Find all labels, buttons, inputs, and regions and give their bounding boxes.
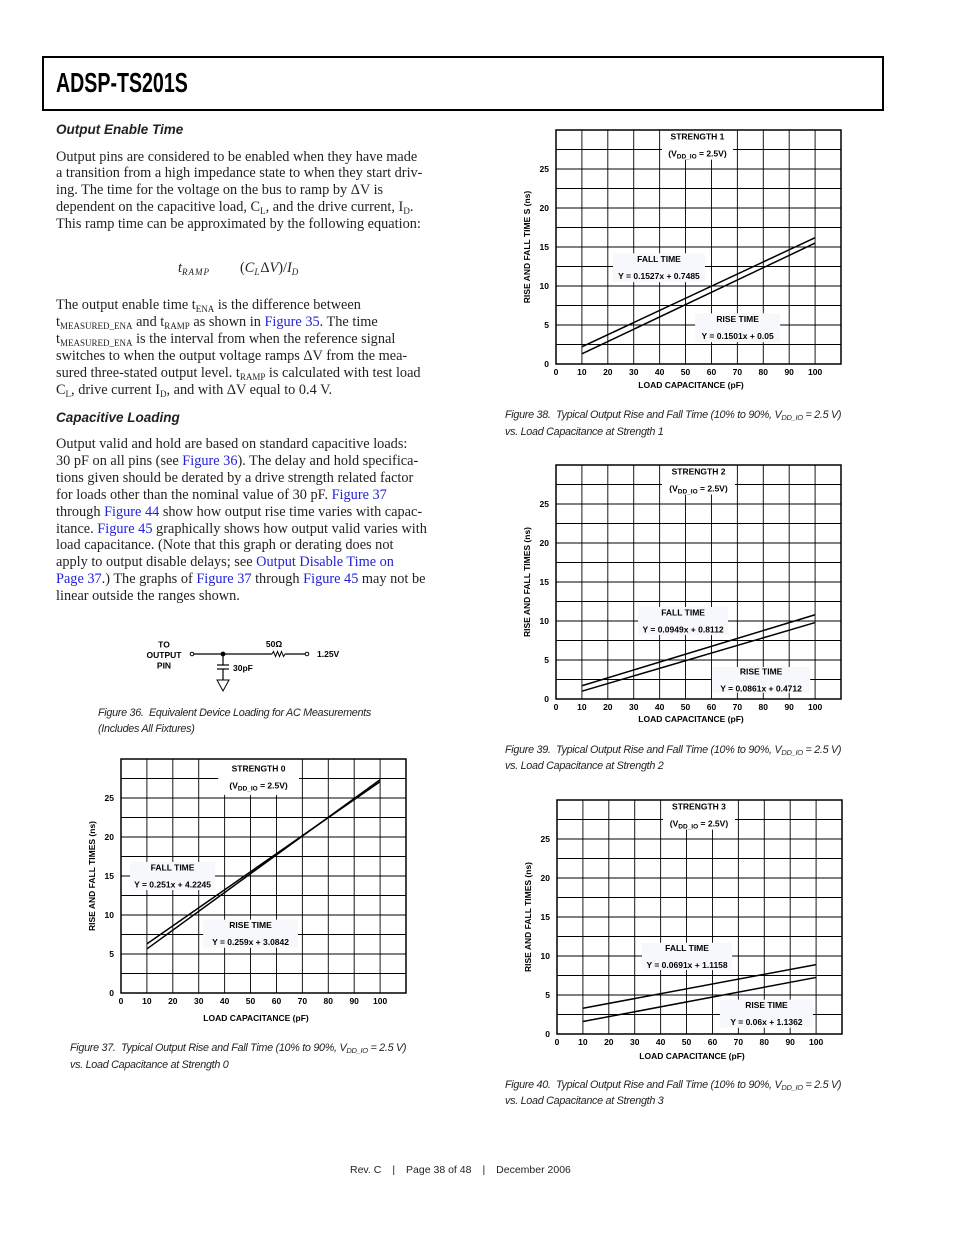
text-run: (V bbox=[229, 780, 238, 791]
cross-reference-link[interactable]: Figure 37 bbox=[196, 571, 252, 588]
x-tick-label: 100 bbox=[807, 367, 823, 377]
text-line bbox=[56, 453, 427, 470]
equation-rhs bbox=[240, 260, 299, 277]
y-tick-label: 20 bbox=[539, 203, 549, 213]
text-line bbox=[56, 216, 422, 233]
series-label-text bbox=[618, 271, 700, 281]
text-run: (V bbox=[669, 818, 679, 829]
capacitor-value-label: 30pF bbox=[233, 663, 253, 673]
y-axis-label: RISE AND FALL TIME S (ns) bbox=[522, 190, 532, 304]
supply-voltage-label: 1.25V bbox=[317, 649, 340, 659]
text-run: STRENGTH 1 bbox=[670, 131, 725, 142]
subscript: RAMP bbox=[239, 371, 266, 382]
supply-terminal-icon bbox=[305, 652, 309, 656]
text-line bbox=[56, 588, 427, 605]
text-line bbox=[56, 314, 421, 331]
text-run: . bbox=[409, 199, 414, 216]
text-line bbox=[56, 537, 427, 554]
chart-figure-39-strength-2 bbox=[516, 460, 856, 735]
y-axis-label: RISE AND FALL TIMES (ns) bbox=[87, 820, 97, 932]
chart-figure-37-strength-0 bbox=[81, 754, 421, 1029]
text-run: = 2.5 V) bbox=[802, 743, 842, 756]
revision-label: Rev. C bbox=[350, 1164, 382, 1176]
x-tick-label: 90 bbox=[784, 702, 794, 712]
text-run: is calculated with test load bbox=[265, 364, 421, 381]
text-run: graphically shows how output valid varies with bbox=[152, 520, 427, 537]
publication-date: December 2006 bbox=[496, 1164, 571, 1176]
text-run: )/ bbox=[278, 259, 287, 276]
series-label-text bbox=[665, 943, 709, 953]
text-run: RISE TIME bbox=[229, 920, 272, 931]
circuit-source-label-line3: PIN bbox=[156, 660, 172, 671]
text-line bbox=[56, 487, 427, 504]
text-run: .) The graphs of bbox=[101, 571, 197, 588]
subscript: DD_IO bbox=[237, 785, 258, 793]
y-tick-label: 5 bbox=[109, 949, 114, 959]
x-tick-label: 60 bbox=[706, 702, 717, 712]
text-run: and t bbox=[132, 313, 165, 330]
text-run: FALL TIME bbox=[637, 254, 681, 265]
text-run: RISE TIME bbox=[716, 314, 759, 325]
text-run: = 2.5 V) bbox=[367, 1042, 407, 1054]
text-run: vs. Load Capacitance at Strength 1 bbox=[505, 425, 664, 438]
paragraph-capacitive-loading bbox=[56, 436, 427, 605]
x-tick-label: 0 bbox=[554, 1037, 560, 1047]
cross-reference-link[interactable]: Figure 45 bbox=[97, 520, 153, 537]
text-line bbox=[98, 721, 371, 738]
y-tick-label: 15 bbox=[539, 242, 549, 252]
text-run: t bbox=[56, 313, 60, 330]
text-run: Figure 37. Typical Output Rise and Fall Time (10% to 90%, V bbox=[70, 1042, 347, 1054]
text-line bbox=[56, 199, 422, 216]
document-title: ADSP-TS201S bbox=[56, 67, 188, 98]
chart-figure-38-strength-1 bbox=[516, 125, 856, 400]
text-line bbox=[56, 331, 421, 348]
text-run: 30 pF on all pins (see bbox=[56, 452, 183, 469]
x-tick-label: 60 bbox=[271, 996, 282, 1006]
text-run: = 2.5V) bbox=[696, 148, 727, 159]
text-line bbox=[56, 554, 427, 571]
x-tick-label: 10 bbox=[578, 1037, 588, 1047]
subscript: DD_IO bbox=[781, 1082, 803, 1092]
y-tick-label: 20 bbox=[539, 538, 549, 548]
x-axis-label: LOAD CAPACITANCE (pF) bbox=[638, 380, 744, 390]
text-run: = 2.5V) bbox=[697, 483, 728, 494]
text-run: sured three-stated output level. t bbox=[56, 364, 240, 381]
cross-reference-link[interactable]: Figure 37 bbox=[331, 486, 387, 503]
y-tick-label: 25 bbox=[539, 164, 549, 174]
text-run: V bbox=[269, 259, 279, 276]
text-run: STRENGTH 2 bbox=[671, 466, 726, 477]
figure-40-caption bbox=[505, 1077, 841, 1111]
x-tick-label: 20 bbox=[603, 702, 613, 712]
footer-separator: | bbox=[392, 1164, 396, 1176]
text-run: Output pins are considered to be enabled when they have made bbox=[56, 148, 418, 165]
y-tick-label: 20 bbox=[540, 873, 550, 883]
subscript: DD_IO bbox=[676, 153, 697, 161]
capacitor-icon bbox=[217, 654, 229, 680]
paragraph-output-enable-definition bbox=[56, 297, 421, 398]
text-line bbox=[505, 424, 841, 441]
text-run: vs. Load Capacitance at Strength 2 bbox=[505, 760, 664, 773]
subscript: MEASURED_ENA bbox=[59, 337, 133, 348]
text-run: Δ bbox=[260, 259, 270, 276]
x-tick-label: 60 bbox=[706, 367, 717, 377]
text-run: load capacitance. (Note that this graph or derating does not bbox=[56, 537, 394, 554]
text-run: Y = 0.251x + 4.2245 bbox=[134, 879, 212, 890]
header-box bbox=[42, 56, 884, 111]
text-run: vs. Load Capacitance at Strength 0 bbox=[70, 1058, 229, 1071]
figure-39-caption bbox=[505, 742, 841, 776]
text-run: Y = 0.1501x + 0.05 bbox=[701, 331, 774, 342]
text-run: itance. bbox=[56, 520, 98, 537]
series-label-text bbox=[661, 608, 705, 618]
subscript: DD_IO bbox=[677, 488, 698, 496]
text-line bbox=[56, 382, 421, 399]
x-tick-label: 30 bbox=[193, 996, 204, 1006]
series-label-text bbox=[745, 1000, 788, 1010]
x-tick-label: 20 bbox=[603, 367, 613, 377]
text-run: C bbox=[244, 259, 255, 276]
text-run: = 2.5V) bbox=[257, 780, 288, 791]
text-line bbox=[56, 348, 421, 365]
text-run: . The time bbox=[319, 313, 378, 330]
text-run: Figure 38. Typical Output Rise and Fall Time (10% to 90%, V bbox=[505, 409, 782, 421]
page-number: Page 38 of 48 bbox=[406, 1164, 472, 1176]
x-tick-label: 50 bbox=[245, 996, 256, 1006]
text-run: Figure 40. Typical Output Rise and Fall Time (10% to 90%, V bbox=[505, 1078, 782, 1091]
y-tick-label: 25 bbox=[104, 793, 114, 803]
y-tick-label: 25 bbox=[539, 499, 549, 509]
x-tick-label: 30 bbox=[628, 367, 639, 377]
subscript: RAMP bbox=[164, 320, 190, 331]
subscript: L bbox=[260, 206, 266, 217]
x-tick-label: 80 bbox=[759, 1037, 770, 1047]
subscript: L bbox=[254, 266, 261, 277]
y-tick-label: 5 bbox=[545, 990, 550, 1000]
resistor-value-label: 50Ω bbox=[265, 639, 283, 649]
series-label-text bbox=[702, 331, 774, 341]
series-label-text bbox=[151, 863, 195, 873]
subscript: L bbox=[65, 388, 72, 399]
x-tick-label: 40 bbox=[219, 996, 230, 1006]
text-line bbox=[505, 407, 841, 424]
text-line bbox=[56, 571, 427, 588]
text-run: (V bbox=[669, 483, 678, 494]
text-run: STRENGTH 3 bbox=[672, 801, 726, 812]
text-run: RISE TIME bbox=[739, 666, 783, 677]
subscript: RAMP bbox=[181, 266, 210, 277]
y-tick-label: 10 bbox=[539, 281, 549, 291]
x-tick-label: 70 bbox=[732, 367, 743, 377]
y-tick-label: 0 bbox=[544, 359, 549, 369]
series-label-text bbox=[212, 937, 289, 947]
text-run: Y = 0.0691x + 1.1158 bbox=[646, 959, 728, 970]
text-run: Y = 0.259x + 3.0842 bbox=[212, 937, 289, 948]
text-line bbox=[56, 470, 427, 487]
text-run: , and the drive current, I bbox=[265, 199, 404, 216]
chart-title-text bbox=[672, 801, 726, 811]
text-run: RISE TIME bbox=[745, 1000, 788, 1011]
y-tick-label: 15 bbox=[539, 577, 549, 587]
x-tick-label: 80 bbox=[323, 996, 334, 1006]
x-tick-label: 40 bbox=[655, 1037, 666, 1047]
x-tick-label: 100 bbox=[372, 996, 388, 1006]
equivalent-load-circuit-diagram bbox=[140, 630, 370, 700]
x-tick-label: 50 bbox=[680, 367, 691, 377]
text-run: FALL TIME bbox=[665, 942, 709, 953]
y-tick-label: 0 bbox=[545, 1029, 550, 1039]
x-tick-label: 0 bbox=[553, 367, 559, 377]
text-run: is the interval from when the reference signal bbox=[132, 330, 396, 347]
text-run: Figure 39. Typical Output Rise and Fall Time (10% to 90%, V bbox=[505, 743, 782, 756]
chart-title-text bbox=[672, 466, 726, 476]
series-label-text bbox=[646, 960, 727, 970]
text-line bbox=[56, 436, 427, 453]
x-tick-label: 0 bbox=[118, 996, 124, 1006]
x-tick-label: 20 bbox=[604, 1037, 614, 1047]
text-run: FALL TIME bbox=[150, 862, 195, 873]
x-tick-label: 40 bbox=[654, 702, 665, 712]
ground-icon bbox=[217, 680, 229, 691]
y-tick-label: 10 bbox=[539, 616, 549, 626]
text-run: a transition from a high impedance state to when they start driv- bbox=[56, 165, 423, 182]
y-tick-label: 20 bbox=[104, 832, 114, 842]
cross-reference-link[interactable]: Figure 36 bbox=[182, 452, 238, 469]
text-run: t bbox=[56, 330, 60, 347]
y-tick-label: 5 bbox=[544, 655, 549, 665]
x-tick-label: 10 bbox=[577, 702, 587, 712]
x-axis-label: LOAD CAPACITANCE (pF) bbox=[638, 714, 744, 724]
text-run: Y = 0.1527x + 0.7485 bbox=[618, 271, 700, 282]
text-run: , drive current I bbox=[71, 381, 160, 398]
text-run: This ramp time can be approximated by the following equation: bbox=[56, 216, 421, 233]
text-run: Output valid and hold are based on standard capacitive loads: bbox=[56, 436, 408, 452]
cross-reference-link[interactable]: Page 37 bbox=[56, 571, 102, 588]
text-run: switches to when the output voltage ramps ΔV from the mea- bbox=[56, 347, 408, 364]
text-line bbox=[70, 1057, 406, 1074]
series-label-text bbox=[637, 254, 681, 264]
text-run: ( bbox=[240, 259, 245, 276]
text-line bbox=[56, 365, 421, 382]
text-run: (V bbox=[668, 148, 677, 159]
x-tick-label: 100 bbox=[808, 1037, 824, 1047]
x-tick-label: 90 bbox=[349, 996, 359, 1006]
y-tick-label: 15 bbox=[104, 871, 114, 881]
text-line bbox=[505, 1077, 841, 1094]
figure-36-caption bbox=[98, 705, 371, 739]
y-tick-label: 15 bbox=[540, 912, 550, 922]
figure-37-caption bbox=[70, 1040, 406, 1074]
series-label-text bbox=[716, 314, 759, 324]
series-label-text bbox=[229, 920, 272, 930]
resistor-icon bbox=[272, 652, 285, 657]
subscript: DD_IO bbox=[678, 823, 699, 831]
subscript: D bbox=[403, 206, 410, 217]
text-run: Y = 0.0949x + 0.8112 bbox=[642, 624, 724, 635]
text-run: t bbox=[178, 259, 182, 276]
subscript: DD_IO bbox=[346, 1046, 368, 1055]
series-label-text bbox=[720, 683, 802, 693]
text-run: The output enable time t bbox=[56, 297, 196, 313]
x-tick-label: 80 bbox=[758, 367, 769, 377]
text-run: tions given should be derated by a drive strength related factor bbox=[56, 469, 414, 486]
x-axis-label: LOAD CAPACITANCE (pF) bbox=[203, 1013, 309, 1023]
text-run: ing. The time for the voltage on the bus to ramp by ΔV is bbox=[56, 182, 384, 199]
x-tick-label: 0 bbox=[553, 702, 559, 712]
text-line bbox=[56, 182, 422, 199]
y-tick-label: 5 bbox=[544, 320, 549, 330]
text-run: (Includes All Fixtures) bbox=[98, 723, 195, 736]
text-run: = 2.5 V) bbox=[802, 409, 842, 421]
cross-reference-link[interactable]: Figure 45 bbox=[303, 571, 359, 588]
text-run: ). The delay and hold specifica- bbox=[237, 452, 419, 469]
chart-figure-40-strength-3 bbox=[517, 795, 857, 1070]
cross-reference-link[interactable]: Figure 44 bbox=[104, 503, 160, 520]
x-tick-label: 50 bbox=[681, 1037, 692, 1047]
x-tick-label: 90 bbox=[784, 367, 794, 377]
x-tick-label: 60 bbox=[707, 1037, 718, 1047]
text-line bbox=[56, 297, 421, 314]
x-tick-label: 70 bbox=[297, 996, 308, 1006]
text-run: show how output rise time varies with capac- bbox=[159, 503, 423, 520]
x-tick-label: 50 bbox=[680, 702, 691, 712]
text-run: for loads other than the nominal value of 30 pF. bbox=[56, 486, 332, 503]
text-line bbox=[56, 521, 427, 538]
subscript: MEASURED_ENA bbox=[59, 320, 133, 331]
subscript: D bbox=[291, 266, 300, 277]
text-run: through bbox=[56, 503, 105, 520]
text-line bbox=[56, 149, 422, 166]
section-heading-output-enable-time: Output Enable Time bbox=[56, 122, 184, 137]
x-tick-label: 20 bbox=[168, 996, 178, 1006]
output-pin-terminal-icon bbox=[190, 652, 194, 656]
x-tick-label: 30 bbox=[629, 1037, 640, 1047]
y-axis-label: RISE AND FALL TIMES (ns) bbox=[522, 526, 532, 638]
x-axis-label: LOAD CAPACITANCE (pF) bbox=[639, 1051, 745, 1061]
chart-title-text bbox=[232, 763, 286, 773]
text-run: through bbox=[251, 571, 304, 588]
text-run: C bbox=[56, 381, 66, 398]
page-footer bbox=[350, 1162, 571, 1178]
text-run: apply to output disable delays; see bbox=[56, 554, 257, 571]
cross-reference-link[interactable]: Output Disable Time on bbox=[256, 554, 394, 571]
text-run: , and with ΔV equal to 0.4 V. bbox=[166, 381, 333, 398]
y-tick-label: 0 bbox=[109, 988, 114, 998]
text-run: = 2.5V) bbox=[698, 818, 729, 829]
text-run: vs. Load Capacitance at Strength 3 bbox=[505, 1095, 664, 1108]
y-axis-label: RISE AND FALL TIMES (ns) bbox=[523, 861, 533, 973]
y-tick-label: 25 bbox=[540, 834, 550, 844]
text-run: STRENGTH 0 bbox=[231, 763, 286, 774]
text-line bbox=[505, 742, 841, 759]
text-line bbox=[98, 705, 371, 722]
text-line bbox=[56, 504, 427, 521]
circuit-source-label-line1: TO bbox=[158, 639, 170, 650]
chart-title-text bbox=[671, 131, 725, 141]
subscript: ENA bbox=[195, 304, 215, 314]
text-run: linear outside the ranges shown. bbox=[56, 588, 240, 605]
cross-reference-link[interactable]: Figure 35 bbox=[264, 313, 320, 330]
text-line bbox=[70, 1040, 406, 1057]
x-tick-label: 70 bbox=[733, 1037, 744, 1047]
x-tick-label: 30 bbox=[628, 702, 639, 712]
text-run: may not be bbox=[358, 571, 426, 588]
x-tick-label: 40 bbox=[654, 367, 665, 377]
x-tick-label: 10 bbox=[142, 996, 152, 1006]
footer-separator: | bbox=[482, 1164, 486, 1176]
text-line bbox=[505, 1093, 841, 1110]
series-label-text bbox=[134, 880, 211, 890]
text-run: Figure 36. Equivalent Device Loading for AC Measurements bbox=[98, 706, 371, 719]
subscript: DD_IO bbox=[781, 747, 803, 757]
x-tick-label: 70 bbox=[732, 702, 743, 712]
x-tick-label: 10 bbox=[577, 367, 587, 377]
subscript: DD_IO bbox=[781, 413, 803, 422]
y-tick-label: 10 bbox=[540, 951, 550, 961]
gridlines bbox=[556, 465, 841, 699]
text-run: Y = 0.0861x + 0.4712 bbox=[720, 683, 802, 694]
text-run: is the difference between bbox=[214, 297, 361, 313]
equation-lhs bbox=[178, 260, 210, 277]
x-tick-label: 90 bbox=[785, 1037, 795, 1047]
text-run: FALL TIME bbox=[661, 607, 705, 618]
text-run: as shown in bbox=[189, 313, 265, 330]
section-heading-capacitive-loading: Capacitive Loading bbox=[56, 410, 180, 425]
series-label-text bbox=[730, 1017, 802, 1027]
figure-38-caption bbox=[505, 407, 841, 441]
text-line bbox=[56, 165, 422, 182]
series-label-text bbox=[740, 666, 783, 676]
paragraph-output-enable-intro bbox=[56, 149, 422, 234]
text-run: I bbox=[287, 259, 292, 276]
text-run: = 2.5 V) bbox=[802, 1078, 842, 1091]
text-run: Y = 0.06x + 1.1362 bbox=[730, 1017, 803, 1028]
circuit-source-label-line2: OUTPUT bbox=[146, 650, 182, 660]
text-run: dependent on the capacitive load, C bbox=[56, 199, 261, 216]
x-tick-label: 100 bbox=[807, 702, 823, 712]
subscript: D bbox=[159, 388, 167, 399]
series-label-text bbox=[643, 625, 724, 635]
text-line bbox=[505, 758, 841, 775]
y-tick-label: 0 bbox=[544, 694, 549, 704]
y-tick-label: 10 bbox=[104, 910, 114, 920]
x-tick-label: 80 bbox=[758, 702, 769, 712]
